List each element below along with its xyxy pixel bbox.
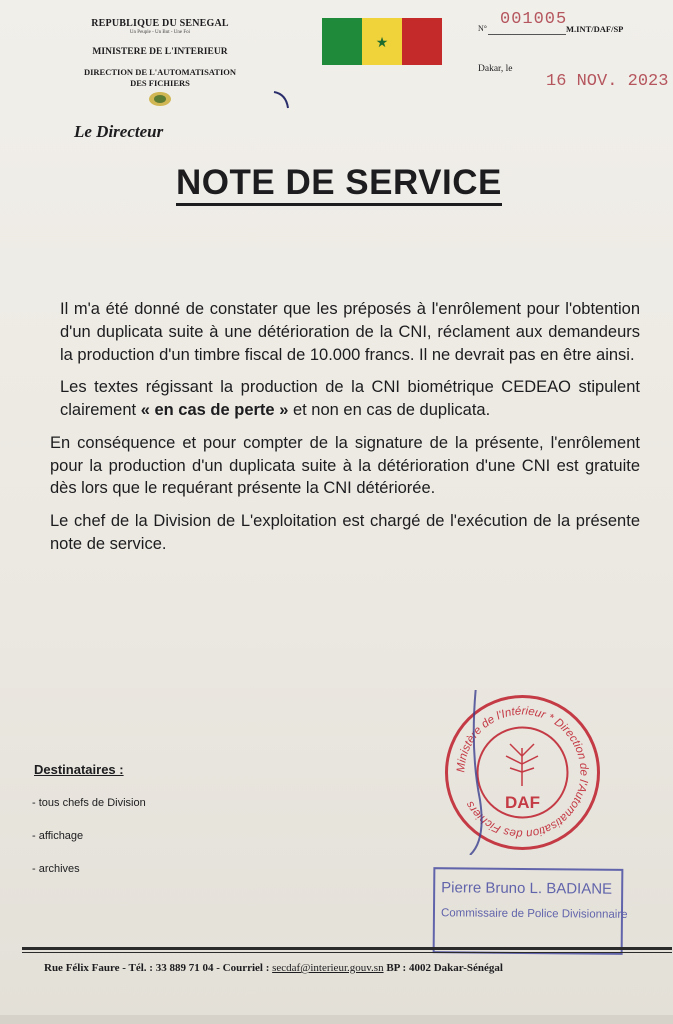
paragraph-2-text-b: et non en cas de duplicata. xyxy=(288,401,491,420)
footer-contact xyxy=(44,962,664,974)
star-icon: ★ xyxy=(375,33,389,50)
ministry-name: MINISTERE DE L'INTERIEUR xyxy=(92,47,228,57)
recipient-item: - affichage xyxy=(32,830,84,842)
paragraph-4: Le chef de la Division de L'exploitation est chargé de l'exécution de la présente note de service. xyxy=(50,512,640,553)
reference-code: M.INT/DAF/SP xyxy=(566,24,624,34)
recipients-title: Destinataires : xyxy=(34,762,124,777)
letterhead xyxy=(40,18,280,113)
paragraph-2 xyxy=(50,376,640,422)
signature-stamp xyxy=(433,867,628,955)
reference-underline xyxy=(488,34,566,35)
paragraph-1: Il m'a été donné de constater que les préposés à l'enrôlement pour l'obtention d'un duplicata suite à une détérioration de la CNI, réclament aux demandeurs la production d'un timbre fiscal de 10.000 francs. Il ne devrait pas en être ainsi. xyxy=(60,300,640,364)
signatory-name: Pierre Bruno L. BADIANE xyxy=(441,879,613,898)
date-stamp: 16 NOV. 2023 xyxy=(546,72,669,91)
official-seal-icon xyxy=(440,690,605,855)
paragraph-2-emphasis: « en cas de perte » xyxy=(140,401,289,420)
footer-po-box: BP : 4002 Dakar-Sénégal xyxy=(386,962,503,974)
paragraph-3: En conséquence et pour compter de la signature de la présente, l'enrôlement pour la production d'un duplicata suite à la détérioration d'une CNI est gratuite dès lors que le requérant présente la CNI détériorée. xyxy=(50,433,640,498)
footer-address: Rue Félix Faure - Tél. : 33 889 71 04 xyxy=(44,962,214,974)
reference-number: 001005 xyxy=(500,10,568,29)
signatory-rank: Commissaire de Police Divisionnaire xyxy=(440,906,628,921)
direction-name-line1: DIRECTION DE L'AUTOMATISATION xyxy=(83,67,237,77)
footer-divider xyxy=(22,947,672,950)
pen-mark-icon xyxy=(270,88,294,112)
document-body xyxy=(50,298,640,566)
footer-email: secdaf@interieur.gouv.sn xyxy=(272,962,384,974)
footer-divider-thin xyxy=(22,952,672,953)
recipient-item: - tous chefs de Division xyxy=(32,797,146,809)
director-title: Le Directeur xyxy=(74,122,164,141)
seal-ring-text: Ministère de l'Intérieur * Direction de l'Automatisation des Fichiers xyxy=(455,705,590,840)
emblem-icon xyxy=(145,90,175,108)
direction-name-line2: DES FICHIERS xyxy=(130,78,190,88)
recipient-item: - archives xyxy=(32,863,80,875)
document-title: NOTE DE SERVICE xyxy=(176,165,502,206)
reference-no-label: N° xyxy=(478,24,487,33)
senegal-flag-icon xyxy=(322,18,442,65)
footer-email-label: - Courriel : xyxy=(216,962,270,974)
seal-center-text: DAF xyxy=(505,793,540,812)
national-motto: Un Peuple - Un But - Une Foi xyxy=(129,30,191,35)
paragraph-2-text-a: Les textes régissant la production de la CNI biométrique CEDEAO stipulent clairement xyxy=(60,378,640,420)
date-label: Dakar, le xyxy=(478,64,513,74)
photo-bottom-edge xyxy=(0,1015,673,1024)
republic-name: REPUBLIQUE DU SENEGAL xyxy=(91,18,229,29)
